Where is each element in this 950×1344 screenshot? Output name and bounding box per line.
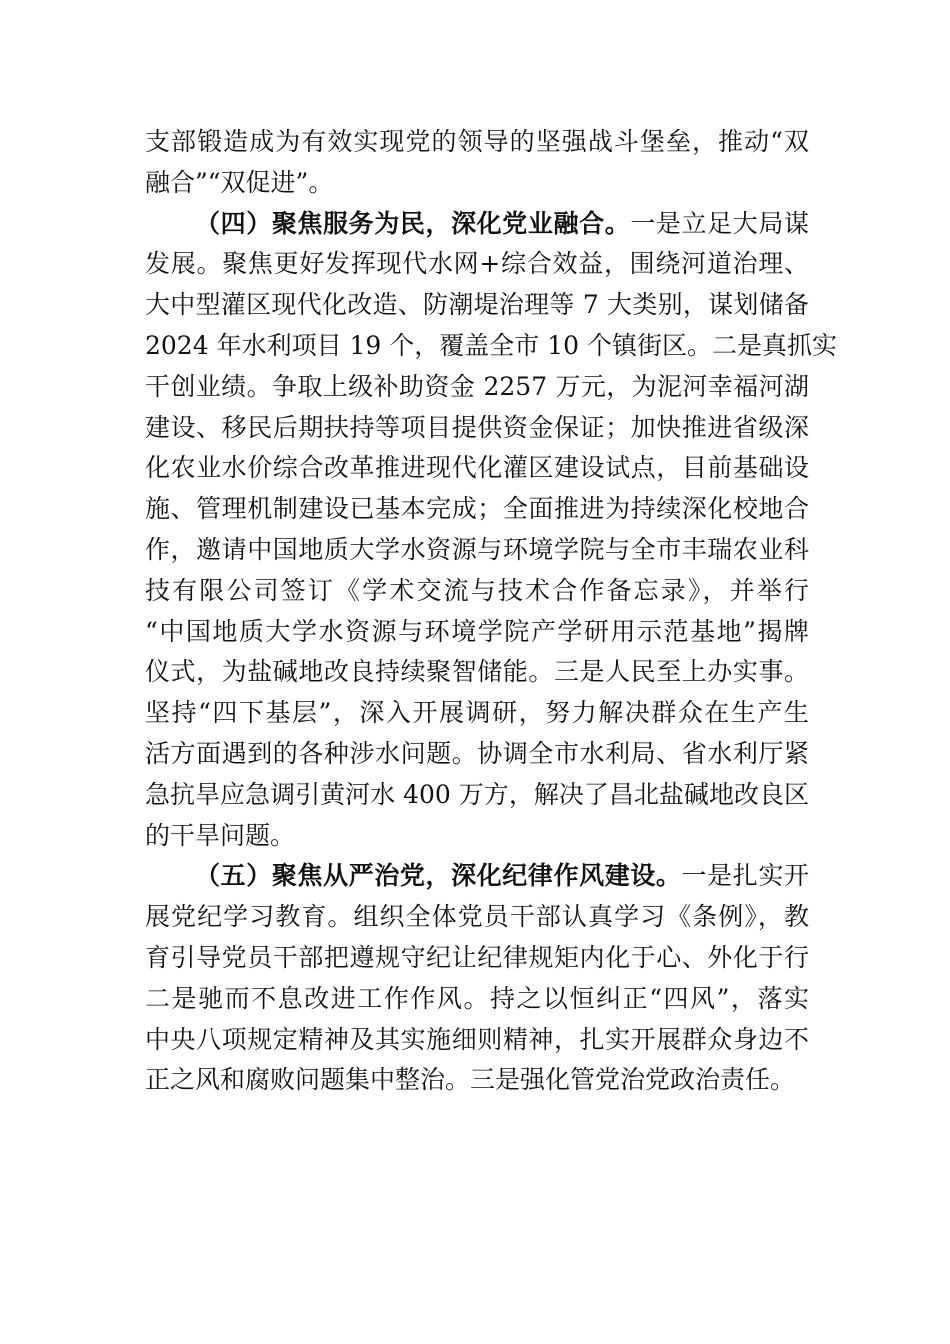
text-line: 建设、移民后期扶持等项目提供资金保证；加快推进省级深 (145, 412, 809, 442)
text-line: 急抗旱应急调引黄河水 400 万方，解决了昌北盐碱地改良区 (145, 779, 809, 809)
text-run: 一是扎实开 (681, 861, 809, 891)
text-line: 的干旱问题。 (145, 820, 296, 850)
paragraph-first-line (145, 204, 809, 245)
text-line: 技有限公司签订《学术交流与技术合作备忘录》，并举行 (145, 575, 809, 605)
section-heading-5: （五）聚焦从严治党，深化纪律作风建设。 (195, 861, 682, 891)
paragraph-first-line (145, 856, 809, 897)
text-line: 施、管理机制建设已基本完成；全面推进为持续深化校地合 (145, 494, 809, 524)
text-line: 育引导党员干部把遵规守纪让纪律规矩内化于心、外化于行 (145, 942, 809, 972)
text-line: 作，邀请中国地质大学水资源与环境学院与全市丰瑞农业科 (145, 534, 809, 564)
text-line: 大中型灌区现代化改造、防潮堤治理等 7 大类别，谋划储备 (145, 290, 809, 320)
text-line: 仪式，为盐碱地改良持续聚智储能。三是人民至上办实事。 (145, 657, 809, 687)
text-line: 融合”“双促进”。 (145, 167, 334, 197)
text-line: 正之风和腐败问题集中整治。三是强化管党治党政治责任。 (145, 1065, 796, 1095)
text-line: 活方面遇到的各种涉水问题。协调全市水利局、省水利厅紧 (145, 738, 809, 768)
section-heading-4: （四）聚焦服务为民，深化党业融合。 (195, 208, 631, 238)
text-line: 2024 年水利项目 19 个，覆盖全市 10 个镇街区。二是真抓实 (145, 330, 837, 360)
text-line: 发展。聚焦更好发挥现代水网+综合效益，围绕河道治理、 (145, 249, 809, 279)
text-line: 坚持“四下基层”，深入开展调研，努力解决群众在生产生 (145, 698, 809, 728)
text-line: 二是驰而不息改进工作作风。持之以恒纠正“四风”，落实 (145, 983, 809, 1013)
text-line: 展党纪学习教育。组织全体党员干部认真学习《条例》，教 (145, 902, 809, 932)
text-line: 中央八项规定精神及其实施细则精神，扎实开展群众身边不 (145, 1024, 809, 1054)
text-line: 干创业绩。争取上级补助资金 2257 万元，为泥河幸福河湖 (145, 371, 809, 401)
text-run: 一是立足大局谋 (630, 208, 809, 238)
text-line: 化农业水价综合改革推进现代化灌区建设试点，目前基础设 (145, 453, 809, 483)
document-body (145, 122, 837, 1101)
text-line: “中国地质大学水资源与环境学院产学研用示范基地”揭牌 (145, 616, 809, 646)
text-line: 支部锻造成为有效实现党的领导的坚强战斗堡垒，推动“双 (145, 127, 809, 156)
